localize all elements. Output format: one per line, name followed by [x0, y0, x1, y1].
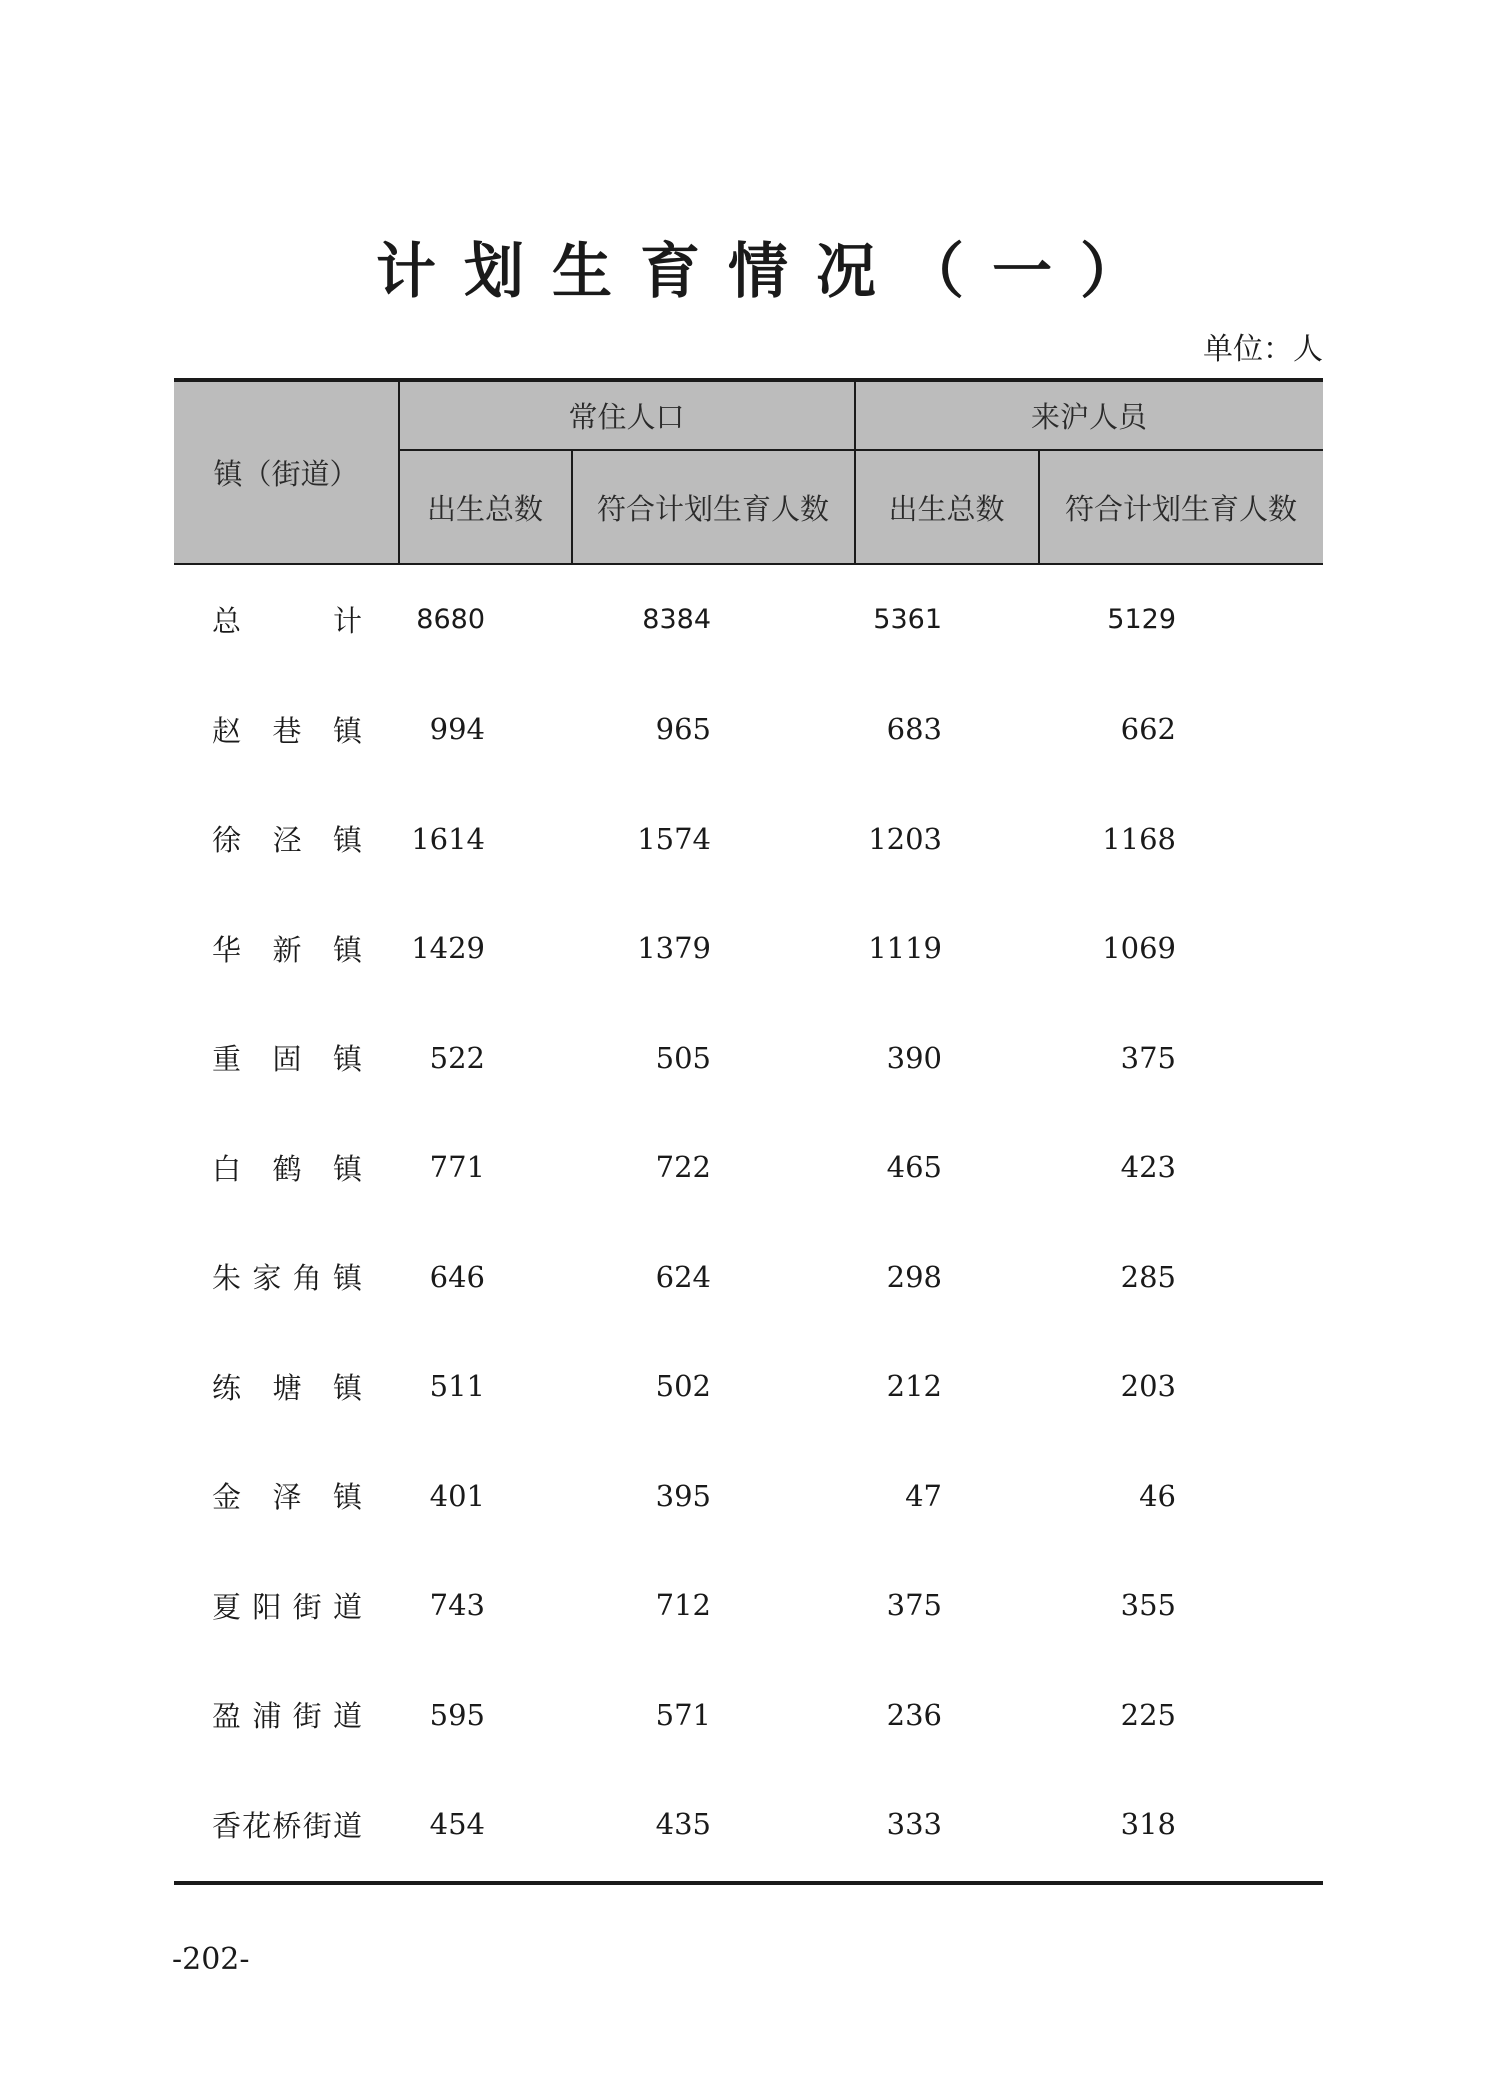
cell-migrant-births: 212	[886, 1369, 942, 1404]
cell-resident-births: 401	[429, 1478, 485, 1513]
cell-migrant-births: 236	[886, 1697, 942, 1732]
row-name-char: 镇	[332, 1042, 362, 1077]
table-row	[174, 1222, 1323, 1332]
table-row	[174, 1441, 1323, 1551]
cell-migrant-births: 683	[886, 712, 942, 747]
cell-migrant-births: 47	[905, 1478, 942, 1513]
row-name-char: 泽	[272, 1480, 302, 1515]
row-name-char: 镇	[332, 932, 362, 967]
cell-resident-planned: 395	[655, 1478, 711, 1513]
row-name-char: 练	[212, 1370, 242, 1405]
header-group-migrant: 来沪人员	[1030, 400, 1147, 434]
cell-resident-planned: 965	[655, 712, 711, 747]
cell-resident-births: 646	[429, 1259, 485, 1294]
header-migrant-planned: 符合计划生育人数	[1064, 491, 1297, 526]
row-name-char: 华	[212, 932, 242, 967]
cell-resident-births: 595	[429, 1697, 485, 1732]
row-name-char: 香	[212, 1808, 242, 1843]
header-divider	[854, 382, 856, 563]
cell-resident-planned: 435	[655, 1807, 711, 1842]
cell-resident-planned: 1574	[637, 821, 711, 856]
table-row	[174, 1770, 1323, 1880]
cell-resident-planned: 722	[655, 1150, 711, 1185]
table-row-total	[174, 565, 1323, 675]
cell-resident-births: 994	[429, 712, 485, 747]
table-row	[174, 784, 1323, 894]
row-name-char: 固	[272, 1042, 302, 1077]
row-name-char: 角	[292, 1261, 322, 1296]
row-name-char: 鹤	[272, 1151, 302, 1186]
table-bottom-rule	[174, 1881, 1323, 1885]
header-district: 镇（街道）	[213, 457, 359, 491]
row-name-char: 道	[332, 1699, 362, 1734]
cell-resident-births: 771	[429, 1150, 485, 1185]
cell-migrant-planned: 203	[1120, 1369, 1176, 1404]
row-name-char: 重	[212, 1042, 242, 1077]
cell-migrant-births: 375	[886, 1588, 942, 1623]
row-name-char: 夏	[212, 1589, 242, 1624]
cell-migrant-planned: 225	[1120, 1697, 1176, 1732]
cell-resident-planned: 624	[655, 1259, 711, 1294]
row-name-char: 盈	[212, 1699, 242, 1734]
family-planning-table	[174, 378, 1323, 1885]
cell-resident-planned: 1379	[637, 931, 711, 966]
cell-migrant-births: 390	[886, 1040, 942, 1075]
cell-resident-births: 511	[429, 1369, 485, 1404]
table-body	[174, 565, 1323, 1879]
row-name-char: 镇	[332, 713, 362, 748]
header-migrant-births: 出生总数	[888, 491, 1005, 526]
cell-migrant-births: 333	[886, 1807, 942, 1842]
header-group-resident: 常住人口	[568, 400, 685, 434]
row-name-char: 街	[292, 1589, 322, 1624]
header-divider	[398, 449, 1323, 451]
page-number: -202-	[172, 1942, 250, 1977]
cell-resident-births: 522	[429, 1040, 485, 1075]
table-row	[174, 1551, 1323, 1661]
table-row	[174, 1332, 1323, 1442]
header-resident-planned: 符合计划生育人数	[596, 491, 829, 526]
table-row	[174, 1003, 1323, 1113]
cell-migrant-births: 465	[886, 1150, 942, 1185]
row-name-char: 朱	[212, 1261, 242, 1296]
row-name-char: 镇	[332, 1261, 362, 1296]
row-name-char: 白	[212, 1151, 242, 1186]
cell-resident-planned: 505	[655, 1040, 711, 1075]
row-name-char: 总	[212, 604, 242, 639]
row-name-char: 花	[242, 1808, 272, 1843]
row-name-char: 道	[332, 1589, 362, 1624]
cell-migrant-planned: 1168	[1102, 821, 1176, 856]
row-name-char: 徐	[212, 823, 242, 858]
cell-migrant-planned: 285	[1120, 1259, 1176, 1294]
cell-resident-births: 454	[429, 1807, 485, 1842]
unit-label: 单位：人	[1203, 332, 1323, 367]
cell-resident-births: 743	[429, 1588, 485, 1623]
cell-migrant-births: 1119	[868, 931, 942, 966]
cell-migrant-births: 298	[886, 1259, 942, 1294]
row-name-char: 镇	[332, 1480, 362, 1515]
cell-migrant-planned: 46	[1139, 1478, 1176, 1513]
row-name-char: 浦	[252, 1699, 282, 1734]
row-name-char: 街	[292, 1699, 322, 1734]
cell-migrant-planned: 662	[1120, 712, 1176, 747]
row-name-char: 街	[302, 1808, 332, 1843]
cell-resident-births: 1429	[411, 931, 485, 966]
table-row	[174, 675, 1323, 785]
header-divider	[1038, 449, 1040, 563]
cell-migrant-births: 1203	[868, 821, 942, 856]
header-divider	[571, 449, 573, 563]
row-name-char: 新	[272, 932, 302, 967]
cell-migrant-planned: 423	[1120, 1150, 1176, 1185]
cell-migrant-planned: 5129	[1107, 604, 1176, 636]
cell-migrant-planned: 375	[1120, 1040, 1176, 1075]
table-header	[174, 382, 1323, 565]
cell-resident-births: 8680	[416, 604, 485, 636]
table-row	[174, 1660, 1323, 1770]
row-name-char: 计	[332, 604, 362, 639]
row-name-char: 塘	[272, 1370, 302, 1405]
row-name-char: 桥	[272, 1808, 302, 1843]
cell-migrant-planned: 355	[1120, 1588, 1176, 1623]
header-divider	[398, 382, 400, 563]
cell-migrant-planned: 1069	[1102, 931, 1176, 966]
page-title: 计划生育情况（一）	[376, 237, 1168, 307]
row-name-char: 金	[212, 1480, 242, 1515]
cell-resident-births: 1614	[411, 821, 485, 856]
cell-resident-planned: 502	[655, 1369, 711, 1404]
cell-migrant-planned: 318	[1120, 1807, 1176, 1842]
header-resident-births: 出生总数	[426, 491, 543, 526]
cell-resident-planned: 8384	[642, 604, 711, 636]
row-name-char: 镇	[332, 1151, 362, 1186]
cell-resident-planned: 712	[655, 1588, 711, 1623]
row-name-char: 巷	[272, 713, 302, 748]
cell-migrant-births: 5361	[873, 604, 942, 636]
row-name-char: 镇	[332, 823, 362, 858]
cell-resident-planned: 571	[655, 1697, 711, 1732]
row-name-char: 道	[332, 1808, 362, 1843]
row-name-char: 镇	[332, 1370, 362, 1405]
table-row	[174, 1113, 1323, 1223]
table-row	[174, 894, 1323, 1004]
row-name-char: 赵	[212, 713, 242, 748]
row-name-char: 家	[252, 1261, 282, 1296]
row-name-char: 泾	[272, 823, 302, 858]
row-name-char: 阳	[252, 1589, 282, 1624]
